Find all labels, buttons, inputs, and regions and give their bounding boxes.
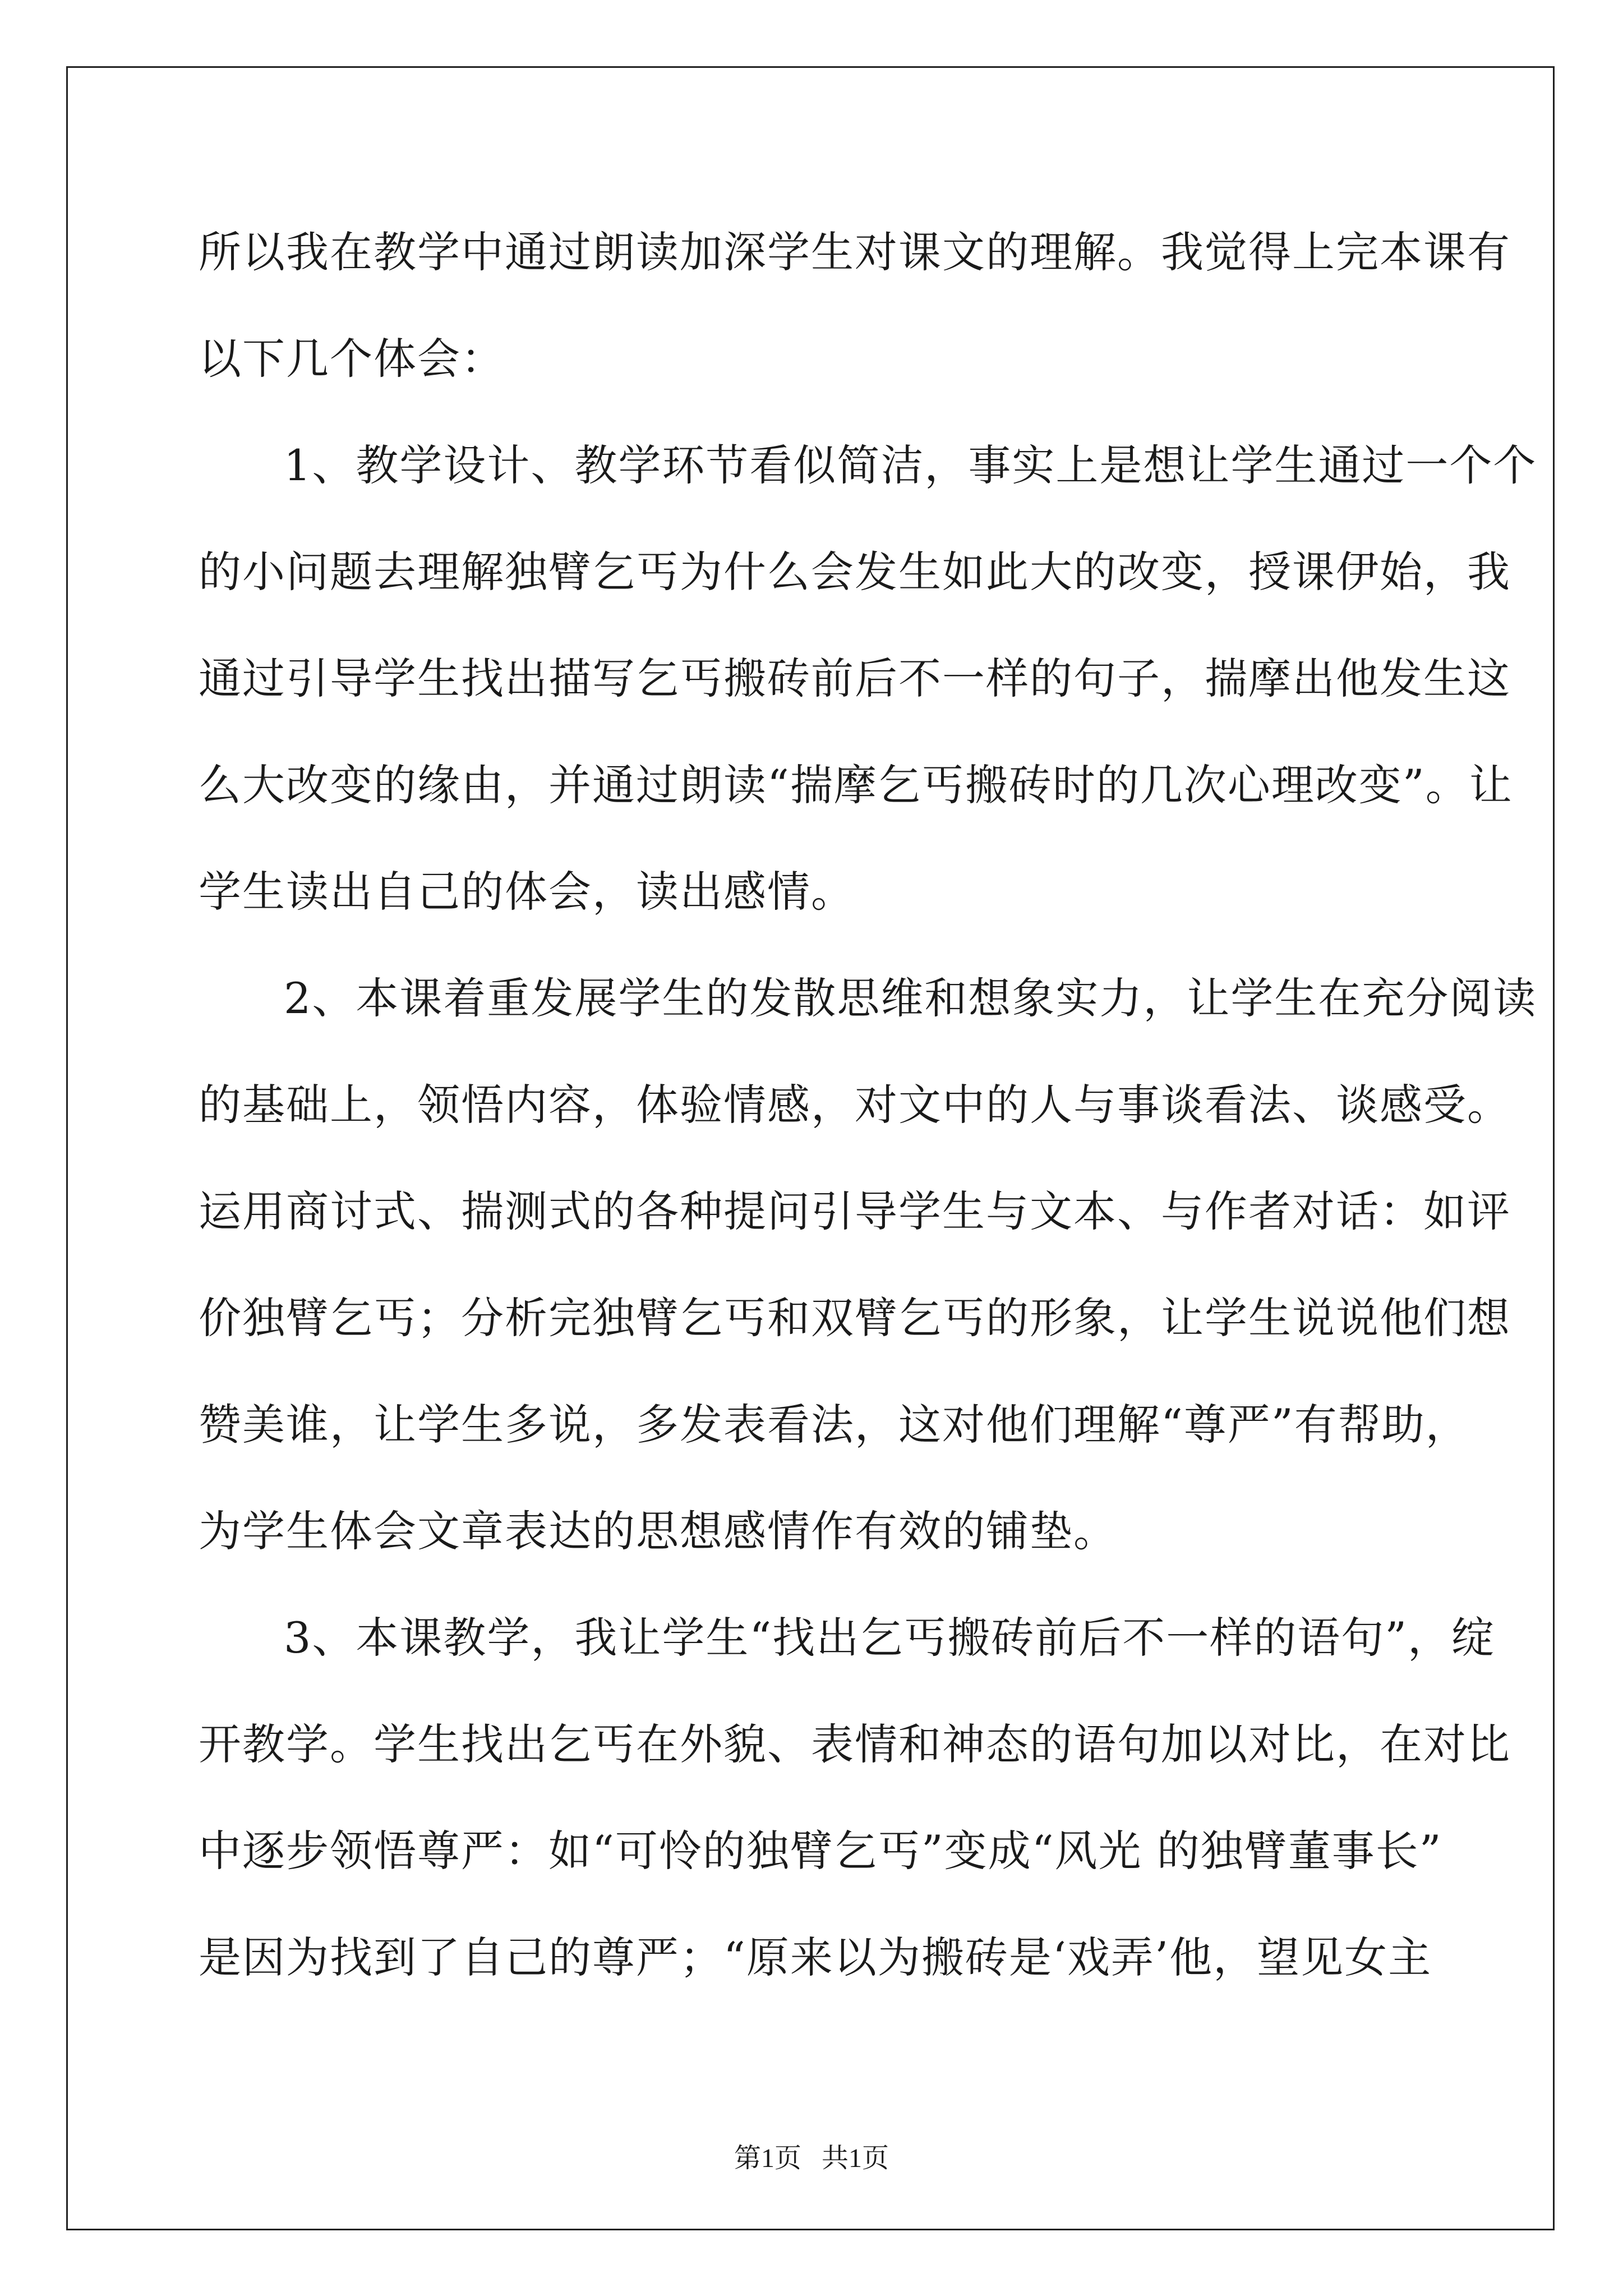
page-total: 共1页 [822,2143,889,2173]
text-line: 么大改变的缘由，并通过朗读“揣摩乞丐搬砖时的几次心理改变”。让 [199,760,1513,810]
paragraph-3-start: 3、本课教学，我让学生“找出乞丐搬砖前后不一样的语句”，绽 [284,1613,1496,1663]
page-number: 第1页 [734,2143,801,2173]
text-line: 的小问题去理解独臂乞丐为什么会发生如此大的改变，授课伊始，我 [199,547,1511,597]
text-line: 价独臂乞丐；分析完独臂乞丐和双臂乞丐的形象，让学生说说他们想 [199,1293,1511,1343]
paragraph-1-start: 1、教学设计、教学环节看似简洁，事实上是想让学生通过一个个 [284,440,1537,490]
paragraph-2-start: 2、本课着重发展学生的发散思维和想象实力，让学生在充分阅读 [284,973,1537,1023]
text-line: 所以我在教学中通过朗读加深学生对课文的理解。我觉得上完本课有 [199,227,1511,277]
page-footer [0,2136,1623,2175]
text-line: 通过引导学生找出描写乞丐搬砖前后不一样的句子，揣摩出他发生这 [199,654,1511,703]
text-line: 学生读出自己的体会，读出感情。 [199,867,855,917]
text-line: 运用商讨式、揣测式的各种提问引导学生与文本、与作者对话：如评 [199,1186,1511,1236]
text-line: 是因为找到了自己的尊严；“原来以为搬砖是‘戏弄’他，望见女主 [199,1932,1432,1982]
text-line: 的基础上，领悟内容，体验情感，对文中的人与事谈看法、谈感受。 [199,1080,1511,1130]
text-line: 中逐步领悟尊严：如“可怜的独臂乞丐”变成“风光 的独臂董事长” [199,1826,1442,1876]
text-line: 为学生体会文章表达的思想感情作有效的铺垫。 [199,1506,1117,1556]
text-line: 开教学。学生找出乞丐在外貌、表情和神态的语句加以对比，在对比 [199,1719,1511,1769]
text-line: 赞美谁，让学生多说，多发表看法，这对他们理解“尊严”有帮助， [199,1400,1469,1450]
text-line: 以下几个体会： [199,334,505,384]
document-body [199,199,1537,2011]
